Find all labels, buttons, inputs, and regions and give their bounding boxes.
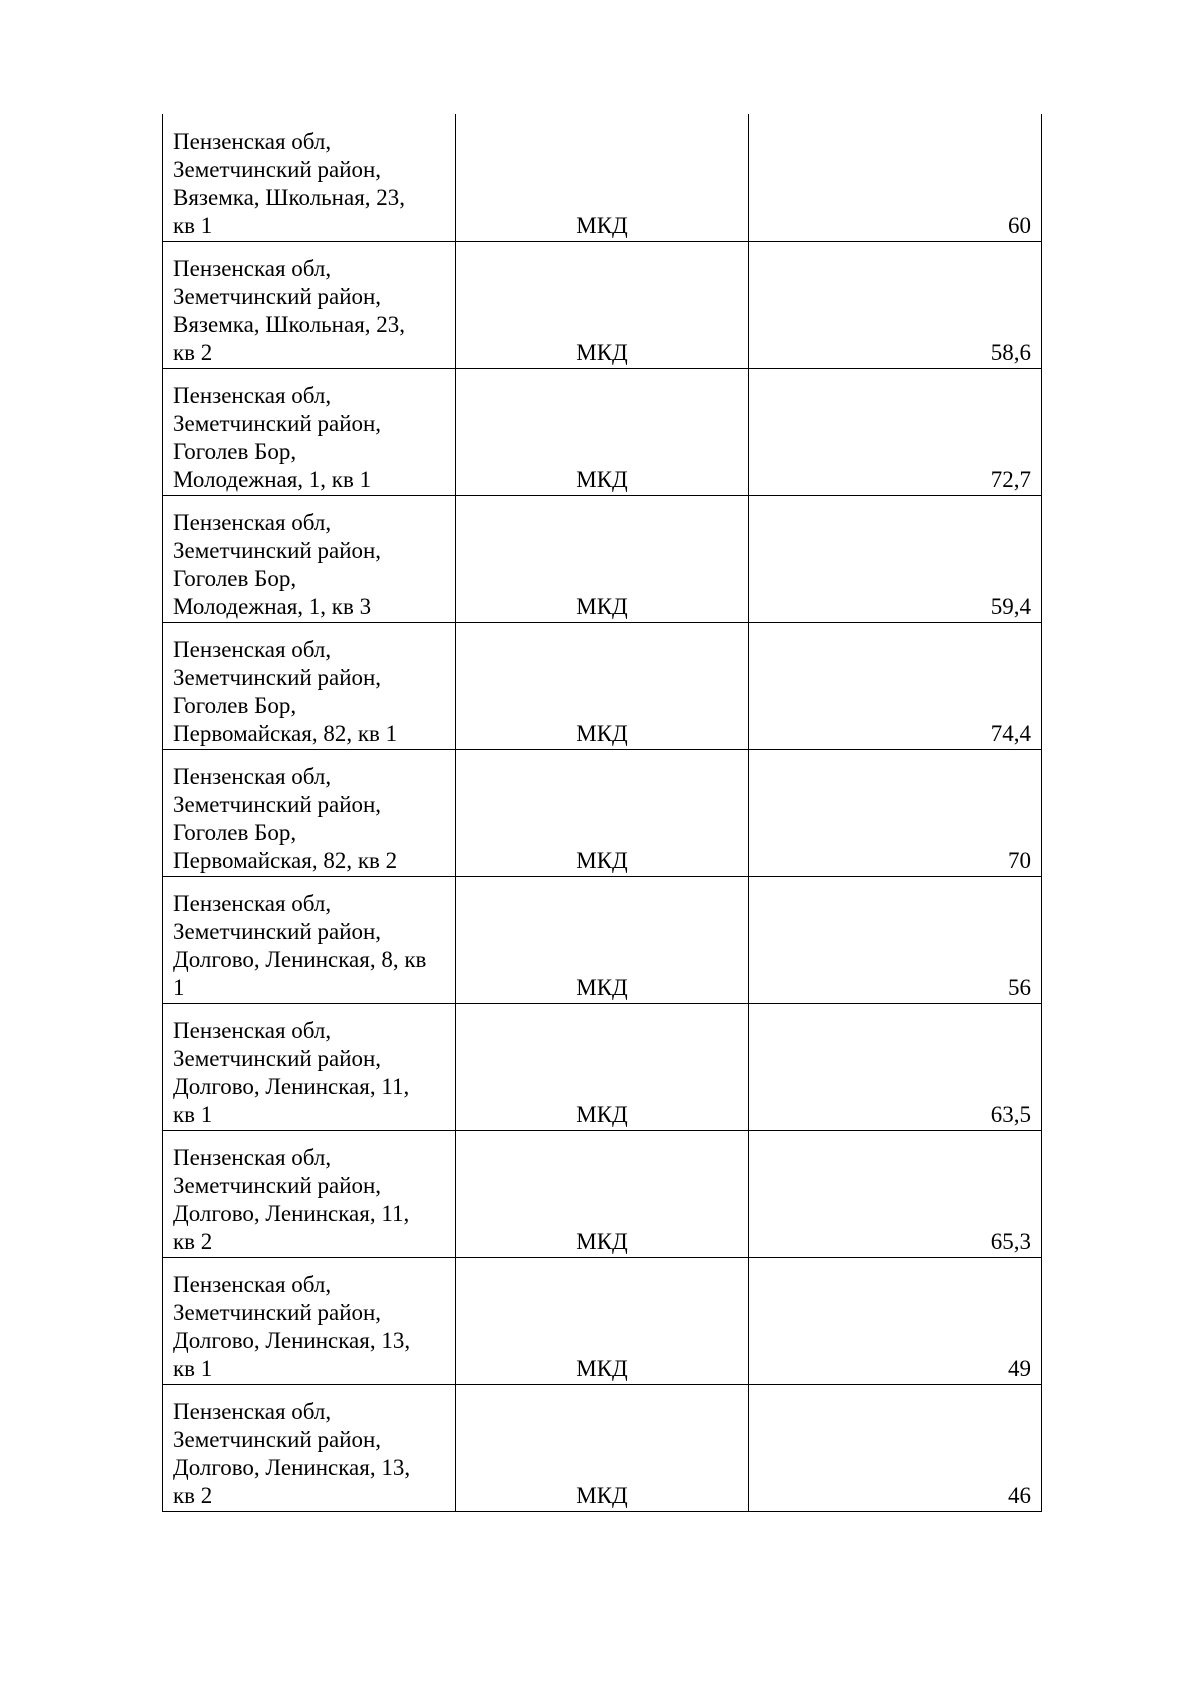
address-line: Долгово, Ленинская, 13, [173,1327,411,1353]
address-cell [163,1130,456,1257]
address-cell [163,114,456,241]
property-table [162,114,1042,1512]
address-line: Долгово, Ленинская, 11, [173,1200,410,1226]
address-line: Пензенская обл, [173,636,332,662]
table-row [163,1384,1042,1511]
address-line: Первомайская, 82, кв 1 [173,720,398,746]
address-cell [163,368,456,495]
address-cell [163,749,456,876]
address-line: кв 2 [173,1228,213,1254]
property-type-cell: МКД [456,1003,749,1130]
address-line: Пензенская обл, [173,890,332,916]
address-line: Земетчинский район, [173,537,382,563]
address-line: Земетчинский район, [173,1172,382,1198]
table-row [163,1003,1042,1130]
table-row [163,622,1042,749]
table-row [163,495,1042,622]
property-type-cell: МКД [456,495,749,622]
table-row [163,1257,1042,1384]
address-line: кв 2 [173,339,213,365]
area-cell: 59,4 [749,495,1042,622]
property-type-cell: МКД [456,876,749,1003]
address-cell [163,241,456,368]
address-cell [163,495,456,622]
address-line: Земетчинский район, [173,791,382,817]
address-line: Земетчинский район, [173,1426,382,1452]
area-cell: 72,7 [749,368,1042,495]
address-line: Гоголев Бор, [173,819,297,845]
table-row [163,114,1042,241]
address-line: кв 1 [173,212,213,238]
address-line: Пензенская обл, [173,128,332,154]
property-type-cell: МКД [456,1130,749,1257]
address-line: Долгово, Ленинская, 8, кв [173,946,427,972]
address-line: Земетчинский район, [173,918,382,944]
area-cell: 65,3 [749,1130,1042,1257]
property-type-cell: МКД [456,368,749,495]
address-line: Гоголев Бор, [173,692,297,718]
address-line: Молодежная, 1, кв 1 [173,466,372,492]
table-row [163,1130,1042,1257]
address-line: Гоголев Бор, [173,438,297,464]
address-cell [163,622,456,749]
address-line: Пензенская обл, [173,1398,332,1424]
table-row [163,876,1042,1003]
address-line: Земетчинский район, [173,410,382,436]
address-line: Земетчинский район, [173,664,382,690]
address-line: Земетчинский район, [173,1299,382,1325]
address-cell [163,1257,456,1384]
table-body [163,114,1042,1511]
address-line: Пензенская обл, [173,382,332,408]
address-line: Молодежная, 1, кв 3 [173,593,372,619]
address-line: Пензенская обл, [173,255,332,281]
address-line: Долгово, Ленинская, 11, [173,1073,410,1099]
address-line: Пензенская обл, [173,1017,332,1043]
address-line: Земетчинский район, [173,1045,382,1071]
address-line: Земетчинский район, [173,156,382,182]
address-line: кв 1 [173,1101,213,1127]
address-line: Долгово, Ленинская, 13, [173,1454,411,1480]
area-cell: 63,5 [749,1003,1042,1130]
area-cell: 58,6 [749,241,1042,368]
area-cell: 74,4 [749,622,1042,749]
address-cell [163,1384,456,1511]
address-line: Вяземка, Школьная, 23, [173,311,406,337]
table-row [163,368,1042,495]
address-line: Гоголев Бор, [173,565,297,591]
address-line: Вяземка, Школьная, 23, [173,184,406,210]
address-line: Пензенская обл, [173,1144,332,1170]
address-line: Первомайская, 82, кв 2 [173,847,398,873]
address-cell [163,1003,456,1130]
address-line: кв 1 [173,1355,213,1381]
address-line: Пензенская обл, [173,509,332,535]
address-cell [163,876,456,1003]
address-line: Пензенская обл, [173,763,332,789]
property-type-cell: МКД [456,622,749,749]
address-line: 1 [173,974,185,1000]
property-type-cell: МКД [456,749,749,876]
table-row [163,241,1042,368]
address-line: Земетчинский район, [173,283,382,309]
area-cell: 49 [749,1257,1042,1384]
property-type-cell: МКД [456,114,749,241]
property-type-cell: МКД [456,1257,749,1384]
property-type-cell: МКД [456,241,749,368]
table-row [163,749,1042,876]
area-cell: 70 [749,749,1042,876]
area-cell: 60 [749,114,1042,241]
area-cell: 56 [749,876,1042,1003]
area-cell: 46 [749,1384,1042,1511]
address-line: Пензенская обл, [173,1271,332,1297]
address-line: кв 2 [173,1482,213,1508]
property-type-cell: МКД [456,1384,749,1511]
